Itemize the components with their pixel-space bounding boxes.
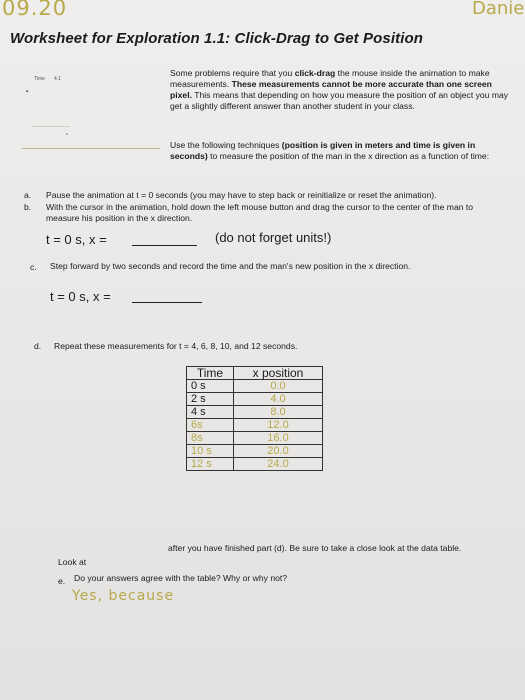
time-cell[interactable]: 6s bbox=[187, 419, 234, 432]
header-x-position: x position bbox=[234, 367, 323, 380]
units-reminder: (do not forget units!) bbox=[215, 230, 332, 245]
position-cell[interactable]: 4.0 bbox=[234, 393, 323, 406]
step-c-text: Step forward by two seconds and record the time and the man's new position in the x direction. bbox=[50, 261, 411, 271]
thumb-divider bbox=[22, 148, 160, 149]
time-cell: 0 s bbox=[187, 380, 234, 393]
answer-blank-1[interactable] bbox=[132, 245, 197, 246]
table-row bbox=[187, 393, 323, 406]
after-finished-text: after you have finished part (d). Be sure to take a close look at the data table. bbox=[168, 543, 462, 553]
position-cell[interactable]: 0.0 bbox=[234, 380, 323, 393]
answer-blank-2[interactable] bbox=[132, 302, 202, 303]
intro-paragraph-1: Some problems require that you click-drag the mouse inside the animation to make measurements. These measurements cannot be more accurate than one screen pixel. This means that depending on how you measure the position of an object you may get a slightly different answer than another student in your class. bbox=[170, 68, 509, 111]
table-row bbox=[187, 380, 323, 393]
position-cell[interactable]: 8.0 bbox=[234, 406, 323, 419]
step-a-text: Pause the animation at t = 0 seconds (you may have to step back or reinitialize or reset the animation). bbox=[46, 190, 437, 200]
thumb-ground bbox=[32, 126, 70, 127]
table-row bbox=[187, 406, 323, 419]
step-e-text: Do your answers agree with the table? Why or why not? bbox=[74, 573, 288, 583]
equation-2: t = 0 s, x = bbox=[50, 289, 111, 304]
handwritten-answer-e[interactable]: Yes, because bbox=[72, 588, 175, 604]
table-header-row bbox=[187, 367, 323, 380]
thumb-marker: ✦ bbox=[25, 89, 30, 95]
step-b-letter: b. bbox=[24, 202, 32, 212]
step-d-text: Repeat these measurements for t = 4, 6, 8, 10, and 12 seconds. bbox=[54, 341, 298, 351]
time-cell[interactable]: 12 s bbox=[187, 458, 234, 471]
handwritten-name: Danie bbox=[472, 0, 525, 19]
step-c-letter: c. bbox=[30, 262, 37, 272]
thumb-dot: • bbox=[66, 132, 68, 138]
table-row bbox=[187, 445, 323, 458]
time-cell[interactable]: 8s bbox=[187, 432, 234, 445]
thumb-time-label: Time bbox=[34, 76, 45, 82]
table-row bbox=[187, 432, 323, 445]
table-row bbox=[187, 458, 323, 471]
animation-thumbnail bbox=[22, 70, 157, 150]
table-row bbox=[187, 419, 323, 432]
time-cell[interactable]: 10 s bbox=[187, 445, 234, 458]
step-e-letter: e. bbox=[58, 576, 66, 586]
position-cell[interactable]: 16.0 bbox=[234, 432, 323, 445]
time-cell: 2 s bbox=[187, 393, 234, 406]
thumb-time-value: 4.1 bbox=[54, 76, 61, 82]
look-at-text: Look at bbox=[58, 557, 87, 567]
position-cell[interactable]: 20.0 bbox=[234, 445, 323, 458]
intro-paragraph-2: Use the following techniques (position is given in meters and time is given in seconds) to measure the position of the man in the x direction as a function of time: bbox=[170, 140, 490, 161]
header-time: Time bbox=[187, 367, 234, 380]
position-cell[interactable]: 12.0 bbox=[234, 419, 323, 432]
time-cell: 4 s bbox=[187, 406, 234, 419]
position-cell[interactable]: 24.0 bbox=[234, 458, 323, 471]
step-b-text: With the cursor in the animation, hold down the left mouse button and drag the cursor to the center of the man to measure his position in the x direction. bbox=[46, 202, 474, 223]
step-d-letter: d. bbox=[34, 341, 42, 351]
data-table bbox=[186, 366, 323, 471]
step-a-letter: a. bbox=[24, 190, 32, 200]
page-title: Worksheet for Exploration 1.1: Click-Drag to Get Position bbox=[10, 30, 423, 47]
equation-1: t = 0 s, x = bbox=[46, 232, 107, 247]
handwritten-date: 09.20 bbox=[2, 0, 68, 20]
